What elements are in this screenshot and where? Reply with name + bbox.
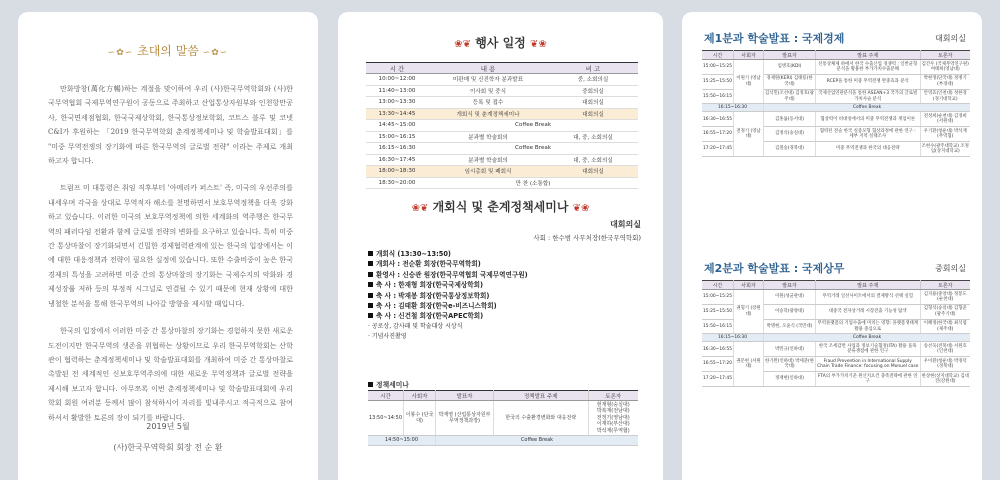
table-row [366, 120, 638, 132]
program-item [368, 280, 648, 290]
program-item [368, 322, 648, 332]
cell-time: 17:20~17:45 [702, 372, 734, 387]
cell-presenter: 박재영 (산업통상자원부 무역정책과장) [436, 401, 494, 436]
table-row [366, 131, 638, 143]
table-row [366, 177, 638, 189]
cell-topic: 미중 무역전쟁과 한국의 대응전략 [816, 142, 921, 157]
cell-break: Coffee Break [764, 104, 971, 112]
cell-content: 등록 및 접수 [428, 97, 548, 109]
cell-presenter: 한기완(인하대) 박세준(한국대) [764, 357, 816, 372]
policy-seminar-label: 정책세미나 [368, 379, 409, 389]
program-item [368, 270, 648, 280]
col-header: 토론자 [920, 51, 970, 60]
cell-discussants: 우이환(청운대) 박경덕(경북대) [920, 357, 970, 372]
invitation-panel [18, 12, 318, 480]
letter-date: 2019년 5월 [146, 422, 190, 431]
cell-note: 대회의실 [548, 108, 638, 120]
col-header: 사회자 [404, 391, 436, 401]
table-row [366, 97, 638, 109]
cell-note: 대회의실 [548, 166, 638, 178]
track1-venue: 대회의실 [935, 34, 966, 43]
cell-discussants: 한상현(상지대학교) 김대진(강원대) [920, 372, 970, 387]
cell-content: 임시총회 및 폐회식 [428, 166, 548, 178]
cell-time: 13:00~13:30 [366, 97, 428, 109]
cell-topic: 협력된 전술 한국 실증모형 협상과정에 관한 연구 : 세부 지역 실태조사 [816, 127, 921, 142]
program-item [368, 259, 648, 269]
table-row [702, 290, 970, 305]
program-item [368, 291, 648, 301]
track1-table [702, 50, 970, 157]
cell-time: 18:30~20:00 [366, 177, 428, 189]
cell-topic: 한국 조세감면 사업과 정보기술협정(ITA) 활용 품목분류쟁점에 관한 연구 [816, 342, 921, 357]
cell-time: 16:15~16:30 [702, 334, 764, 342]
cell-discussants: 조현수(광주대학교) 조정임(상지대학교) [920, 142, 970, 157]
cell-discussants: 송선욱(전북대) 서원호(인천대) [920, 342, 970, 357]
cell-time: 16:15~16:30 [702, 104, 764, 112]
schedule-panel [338, 12, 663, 480]
opening-title: ❀❦ 개회식 및 춘계정책세미나 ❦❀ [411, 200, 590, 214]
cell-topic: 대중국 전자상거래 시장진출 기능성 탐색 [816, 304, 921, 319]
cell-content: 이사회 및 중식 [428, 85, 548, 97]
cell-discussants: 전성희(순천대) 김경희(서원대) [920, 112, 970, 127]
table-row [366, 166, 638, 178]
program-item [368, 301, 648, 311]
cell-note: 대, 중, 소회의실 [548, 131, 638, 143]
cell-break: Coffee Break [436, 436, 638, 446]
cell-presenter: 이승학(광양대) [764, 304, 816, 319]
table-row [702, 112, 970, 127]
invitation-title: ∽✿∽ 초대의 말씀 ∽✿∽ [107, 44, 229, 58]
opening-venue: 대회의실 [610, 220, 641, 229]
cell-time: 16:30~17:45 [366, 154, 428, 166]
program-item-text: · 공로상, 감사패 및 학술대상 시상식 [368, 322, 463, 330]
cell-time: 14:50~15:00 [368, 436, 436, 446]
program-item-text: 축 사 : 한재형 회장(한국국제상학회) [376, 281, 484, 290]
bullet-square-icon [368, 272, 373, 277]
cell-content: 분과별 학술회의 [428, 154, 548, 166]
col-header: 발표 주제 [816, 51, 921, 60]
table-row [702, 342, 970, 357]
program-item-text: 축 사 : 박재봉 회장(한국통상정보학회) [376, 291, 490, 300]
col-header: 시간 [702, 51, 734, 60]
col-header: 정책발표 주제 [494, 391, 588, 401]
cell-presenter: 김정석(숭실대) [764, 127, 816, 142]
cell-presenter: 김홍률(동서대) [764, 112, 816, 127]
invitation-letter [48, 82, 293, 438]
letter-signature: (사)한국무역학회 회장 전 순 환 [113, 443, 223, 452]
cell-time: 15:00~15:25 [702, 60, 734, 75]
cell-content: 미판매 및 신진학자 분과발표 [428, 74, 548, 86]
ornament-left-icon: ∽✿∽ [107, 48, 134, 58]
flower-icon: ❀❦ [411, 203, 429, 214]
cell-time: 13:50~14:50 [368, 401, 404, 436]
cell-topic: 신통상체제 하에서 한국 수출산업 경쟁력 : 일반균형분석을 활용한 부가가치수출분해 [816, 60, 921, 75]
track2-table [702, 280, 970, 387]
cell-note: 중회의실 [548, 85, 638, 97]
cell-time: 16:55~17:20 [702, 127, 734, 142]
col-header: 발표자 [436, 391, 494, 401]
table-row [368, 401, 638, 436]
opening-program-list [368, 249, 648, 343]
program-item [368, 311, 648, 321]
cell-presenter: 정재현(인하대) [764, 372, 816, 387]
cell-time: 15:50~16:15 [702, 89, 734, 104]
col-header: 시 간 [366, 63, 428, 74]
table-row [366, 74, 638, 86]
letter-paragraph: 한국의 입장에서 이러한 미중 간 통상마찰의 장기화는 경험하지 못한 새로운 도전이지만 한국무역의 생존을 위협하는 상황이므로 우리 한국무역학회는 산학관이 협력하는 춘계정책세미나 및 학술발표대회를 개최하여 미중 간 통상마찰로 촉발된 전 세계적인 신보호무역주의에 대한 새로운 무역정책과 글로벌 전략을 제시해 보고자 합니다. 아무쪼록 이번 춘계정책세미나 및 학술발표대회에 우리 학회 회원 여러분 등께서 많이 참석하시어 자리를 빛내주시고 적극적으로 참여하셔서 활발한 토론의 장이 되기를 바랍니다. [48, 326, 293, 422]
cell-content: 만 찬 (소통합) [428, 177, 638, 189]
cell-time: 14:45~15:00 [366, 120, 428, 132]
cell-moderator: 이봉수 (단국대) [404, 401, 436, 436]
cell-topic: 무역거래 일선사이트에서의 결제방식 선택 실험 [816, 290, 921, 305]
cell-note: 대회의실 [548, 97, 638, 109]
cell-moderator: 이원기 (영남대) [734, 60, 764, 104]
program-item [368, 332, 648, 342]
cell-time: 11:40~13:00 [366, 85, 428, 97]
col-header: 시간 [702, 281, 734, 290]
cell-topic: 협상력이 비대칭에서의 미중 무역전쟁과 게임이론 [816, 112, 921, 127]
cell-discussants: 이혜정(한국대) 최석엽(제주대) [920, 319, 970, 334]
bullet-square-icon [368, 282, 373, 287]
flower-icon: ❦❀ [572, 203, 590, 214]
cell-topic: RCEP을 통한 미중 무역전쟁 완충효과 분석 [816, 74, 921, 89]
col-header: 사회자 [734, 51, 764, 60]
letter-paragraph: 만화방창(萬化方暢)하는 계절을 맞이하여 우리 (사)한국무역학회와 (사)한국무역협회 국제무역연구원이 공동으로 주최하고 산업통상자원부와 인천항만공사, 한국면세점협회, 한국국제상학회, 한국통상정보학회, 코트스 블루 및 코넷C&I가 후원하는 「2019 한국무역학회 춘계정책세미나 및 학술발표대회」를 "미중 무역전쟁의 장기화에 따른 한국무역의 글로벌 전략" 이라는 주제로 개최하고자 합니다. [48, 84, 293, 166]
cell-content: Coffee Break [428, 120, 638, 132]
cell-discussants: 박현정(단국대) 정병기(부경대) [920, 74, 970, 89]
cell-presenter: 박민규(인하대) [764, 342, 816, 357]
col-header: 비 고 [548, 63, 638, 74]
flower-icon: ❀❦ [454, 39, 472, 50]
col-header: 토론자 [920, 281, 970, 290]
col-header: 시간 [368, 391, 404, 401]
cell-time: 15:50~16:15 [702, 319, 734, 334]
table-row [702, 334, 970, 342]
table-row [702, 104, 970, 112]
cell-break: Coffee Break [764, 334, 971, 342]
col-header: 발표 주제 [816, 281, 921, 290]
cell-topic: 무역플랫폼의 기업수출에 미치는 영향: 플랫폼생태계활용 중심으로 [816, 319, 921, 334]
program-item-text: 축 사 : 신건철 회장(한국APEC학회) [376, 312, 484, 321]
cell-discussants: 김지용(중앙대) 정봉도(순천대) [920, 290, 970, 305]
cell-time: 17:20~17:45 [702, 142, 734, 157]
schedule-table [366, 62, 638, 189]
program-item-text: 축 사 : 김태환 회장(한국e-비즈니스학회) [376, 302, 497, 311]
col-header: 내 용 [428, 63, 548, 74]
bullet-square-icon [368, 293, 373, 298]
cell-content: Coffee Break [428, 143, 638, 155]
program-item [368, 249, 648, 259]
cell-presenter: 박명현, 오윤식 (국민대) [764, 319, 816, 334]
cell-time: 16:15~16:30 [366, 143, 428, 155]
cell-note: 대, 중, 소회의실 [548, 154, 638, 166]
cell-time: 15:00~16:15 [366, 131, 428, 143]
cell-time: 16:55~17:20 [702, 357, 734, 372]
cell-discussants: 현재형(숭실대) 박복재(전남대) 전정기(영남대) 이재하(부산대) 박석재(무역협) [588, 401, 638, 436]
schedule-title: ❀❦ 행사 일정 ❦❀ [454, 36, 547, 50]
bullet-square-icon [368, 313, 373, 318]
flower-icon: ❦❀ [529, 39, 547, 50]
cell-moderator: 권형기 (강원대) [734, 290, 764, 334]
cell-discussants: 김건우 (국제무역연구원) 여태희(영남대) [920, 60, 970, 75]
bullet-square-icon [368, 303, 373, 308]
cell-moderator: 권문현 (서원대) [734, 342, 764, 386]
table-row [366, 85, 638, 97]
letter-paragraph: 트럼프 미 대통령은 취임 직후부터 '아메리카 퍼스트' 즉, 미국의 우선주의를 내세우며 각국을 상대로 무역적자 해소를 천명하면서 보호무역정책을 더욱 강화하고 있습니다. 이러한 미국의 보호무역정책에 의한 세계화의 역주행은 한국무역의 패러다임 전환과 함께 글로벌 전략의 변화를 요구하고 있습니다. 특히 미중 간 통상마찰이 장기화되면서 긴밀한 경제협력관계에 있는 한국의 입장에서는 이에 대한 대응정책과 전략이 필요한 실정에 있습니다. 또한 수출비중이 높은 한국경제의 특성을 고려하면 미중 간의 통상마찰의 장기화는 국제수지의 악화와 경제성장률 저하 등의 부정적 시그널로 연결될 수 있기 때문에 현재 상황에 대한 냉철한 분석을 통해 한국무역의 나아갈 방향을 제시할 때입니다. [48, 183, 293, 308]
cell-presenter: 김석민(조선대) 김정호(광주대) [764, 89, 816, 104]
cell-content: 개회식 및 춘계정책세미나 [428, 108, 548, 120]
cell-presenter: 이원(성균관대) [764, 290, 816, 305]
cell-presenter: 임병호(KDI) [764, 60, 816, 75]
col-header: 토론자 [588, 391, 638, 401]
cell-presenter: 경제원(KERI) 김태룡(한국대) [764, 74, 816, 89]
cell-time: 16:30~16:55 [702, 112, 734, 127]
opening-host: 사회 : 한수범 사무처장(한국무역학회) [533, 234, 641, 242]
program-item-text: 환영사 : 신승관 원장(한국무역협회 국제무역연구원) [376, 270, 528, 279]
table-row [366, 143, 638, 155]
bullet-square-icon [368, 382, 373, 387]
cell-topic: 국제산업연관분석을 통한 ASEAN+3 국가의 글로벌가치사슬 분석 [816, 89, 921, 104]
program-item-text: · 기념사진촬영 [368, 333, 407, 341]
col-header: 사회자 [734, 281, 764, 290]
table-row [366, 154, 638, 166]
track1-title: 제1분과 학술발표 : 국제경제 [704, 32, 845, 45]
track2-venue: 중회의실 [935, 264, 966, 273]
cell-note: 중, 소회의실 [548, 74, 638, 86]
cell-time: 15:25~15:50 [702, 74, 734, 89]
cell-time: 13:30~14:45 [366, 108, 428, 120]
cell-time: 10:00~12:00 [366, 74, 428, 86]
table-row [702, 60, 970, 75]
cell-presenter: 김철승(경북대) [764, 142, 816, 157]
track2-title: 제2분과 학술발표 : 국제상무 [704, 262, 845, 275]
table-row [368, 436, 638, 446]
col-header: 발표자 [764, 51, 816, 60]
bullet-square-icon [368, 251, 373, 256]
cell-time: 16:30~16:55 [702, 342, 734, 357]
program-item-text: 개회식 (13:30~13:50) [376, 250, 451, 258]
cell-time: 15:25~15:50 [702, 304, 734, 319]
cell-topic: Fraud Prevention in International Supply Chain Trade Finance: focusing on Monuel case [816, 357, 921, 372]
cell-content: 분과별 학술회의 [428, 131, 548, 143]
bullet-square-icon [368, 261, 373, 266]
sessions-panel [682, 12, 982, 480]
cell-topic: FTA의 부가가치기준 원산지요건 충족전략에 관한 연구 [816, 372, 921, 387]
cell-discussants: 김형석(숭실대) 김형준(광주기대) [920, 304, 970, 319]
cell-moderator: 전정기 (영남대) [734, 112, 764, 156]
program-item-text: 개회사 : 전순환 회장(한국무역학회) [376, 260, 481, 269]
cell-discussants: 안영효(인천대) 성한경(경기대학교) [920, 89, 970, 104]
cell-time: 15:00~15:25 [702, 290, 734, 305]
cell-topic: 한국의 수출환경변화와 대응전략 [494, 401, 588, 436]
table-row [366, 108, 638, 120]
col-header: 발표자 [764, 281, 816, 290]
cell-time: 18:00~18:30 [366, 166, 428, 178]
ornament-right-icon: ∽✿∽ [202, 48, 229, 58]
cell-discussants: 우기환(청운대) 박석재(무역협) [920, 127, 970, 142]
policy-seminar-table [368, 390, 638, 446]
